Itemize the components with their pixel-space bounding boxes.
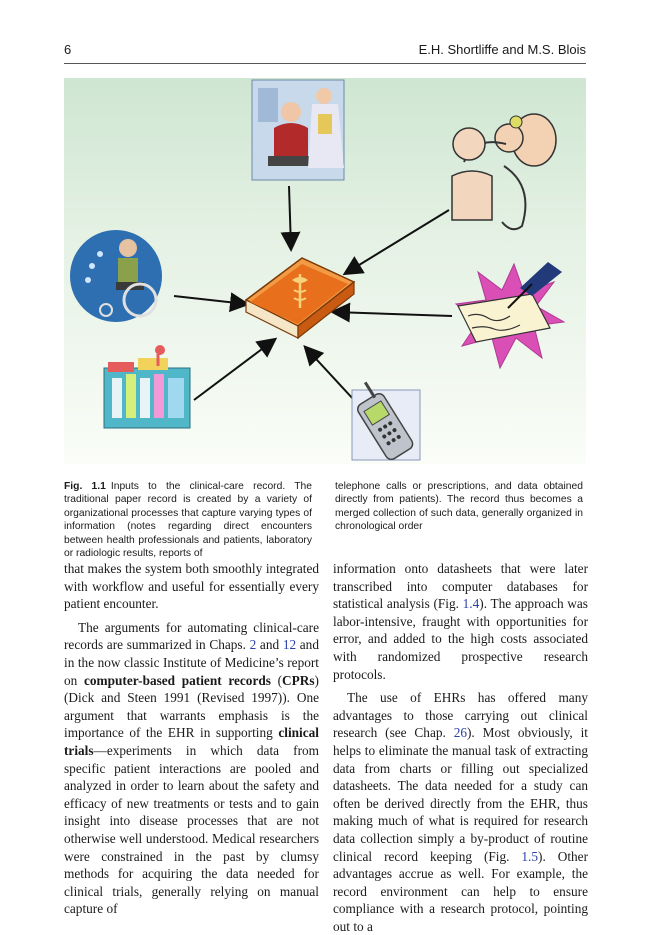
paragraph: The arguments for automating clinical-care records are summarized in Chaps. 2 and 12 and in the now classic Institute of Medicine’s report on computer-based patient records (CPRs) (Dick and Steen 1991 (Revised 1997)). One argument that warrants emphasis is the importance of the EHR in supporting clinical trials—experiments in which data from specific patient interactions are pooled and analyzed in order to learn about the safety and efficacy of new treatments or tests and to gain insight into disease processes that are not otherwise well understood. Medical researchers were constrained in the past by clumsy methods for acquiring the data needed for clinical trials, generally relying on manual capture of bbox=[64, 619, 319, 917]
paragraph: The use of EHRs has offered many advantages to those carrying out clinical research (see Chap. 26). Most obviously, it helps to eliminate the manual task of extracting data from charts or filling out specialized datasheets. The data needed for a study can often be derived directly from the EHR, thus making much of what is required for research data collection simply a by-product of routine clinical record keeping (Fig. 1.5). Other advantages accrue as well. For example, the record environment can help to ensure compliance with a research protocol, pointing out to a bbox=[333, 690, 589, 934]
figure-clinical-care-record bbox=[64, 78, 586, 464]
figure-caption-left bbox=[64, 480, 312, 560]
prescription-signing-icon bbox=[456, 262, 564, 368]
arrow-from-lab bbox=[194, 340, 274, 400]
arrow-from-doctor bbox=[289, 186, 291, 248]
arrow-from-prescription bbox=[334, 312, 452, 316]
figure-link-1-5[interactable]: 1.5 bbox=[521, 848, 539, 864]
page-header bbox=[64, 42, 586, 64]
figure-link-1-4[interactable]: 1.4 bbox=[462, 596, 480, 612]
arrow-from-stethoscope bbox=[346, 210, 449, 273]
telephone-icon bbox=[347, 378, 420, 462]
laboratory-icon bbox=[104, 345, 190, 428]
caption-text-left: Inputs to the clinical-care record. The traditional paper record is created by a variety of organizational processes that capture varying types of information (notes regarding direct encounters between health professionals and patients, laboratory or radiologic results, reports of bbox=[64, 481, 312, 560]
paragraph: information onto datasheets that were later transcribed into computer databases for statistical analysis (Fig. 1.4). The approach was labor-intensive, fraught with opportunities for error, and added to the high costs associated with randomized prospective research protocols. bbox=[333, 561, 588, 682]
body-column-right bbox=[333, 560, 588, 935]
page-number: 6 bbox=[64, 42, 72, 57]
figure-caption-right bbox=[335, 480, 583, 534]
running-head: E.H. Shortliffe and M.S. Blois bbox=[418, 42, 586, 57]
term-cpr: computer-based patient records bbox=[83, 672, 271, 688]
caption-text-right: telephone calls or prescriptions, and data obtained directly from patients). The record thus becomes a merged collection of such data, generally organized in chronological order bbox=[335, 481, 583, 533]
medical-record-book-icon bbox=[246, 258, 354, 338]
term-clinical-trials: clinical trials bbox=[64, 725, 319, 758]
arrow-from-phone bbox=[306, 348, 354, 400]
stethoscope-exam-icon bbox=[452, 114, 556, 229]
chapter-link-2[interactable]: 2 bbox=[249, 637, 257, 653]
figure-label: Fig. 1.1 bbox=[64, 481, 106, 492]
chapter-link-26[interactable]: 26 bbox=[453, 725, 467, 741]
chapter-link-12[interactable]: 12 bbox=[282, 637, 297, 653]
figure-illustration bbox=[64, 78, 586, 464]
term-cprs: CPRs bbox=[282, 672, 315, 688]
wheelchair-patient-icon bbox=[70, 230, 162, 322]
arrow-from-wheelchair bbox=[174, 296, 246, 304]
header-rule bbox=[64, 63, 586, 64]
paragraph: that makes the system both smoothly integrated with workflow and useful for essentially every patient encounter. bbox=[64, 561, 319, 612]
doctor-patient-icon bbox=[252, 80, 344, 180]
body-column-left bbox=[64, 560, 319, 918]
